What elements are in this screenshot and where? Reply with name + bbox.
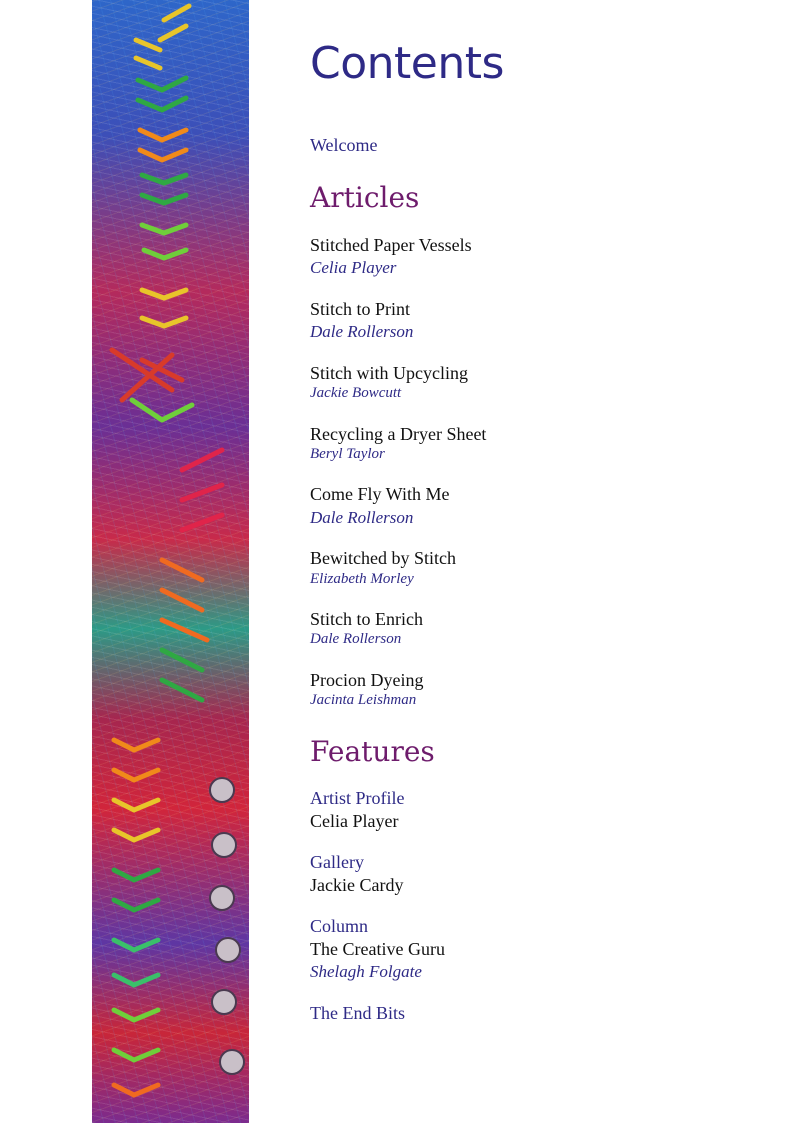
feature-name: Jackie Cardy [310,875,404,895]
article-author: Dale Rollerson [310,631,402,647]
feature-category-gallery[interactable]: Gallery [310,852,364,872]
article-author: Celia Player [310,258,397,277]
page-title: Contents [310,38,504,89]
article-title[interactable]: Recycling a Dryer Sheet [310,424,487,444]
welcome-link[interactable]: Welcome [310,135,378,155]
features-heading: Features [310,735,435,768]
article-author: Elizabeth Morley [310,571,414,587]
feature-name: Celia Player [310,811,399,831]
article-author: Dale Rollerson [310,322,414,341]
article-title[interactable]: Bewitched by Stitch [310,548,456,568]
article-author: Jacinta Leishman [310,692,417,708]
article-author: Dale Rollerson [310,508,414,527]
article-title[interactable]: Come Fly With Me [310,484,450,504]
article-title[interactable]: Stitched Paper Vessels [310,235,472,255]
article-title[interactable]: Stitch to Print [310,299,411,319]
textile-art-strip [92,0,249,1123]
article-title[interactable]: Procion Dyeing [310,670,424,690]
article-title[interactable]: Stitch to Enrich [310,609,423,629]
articles-heading: Articles [310,181,420,214]
feature-category-column[interactable]: Column [310,916,369,936]
feature-author: Shelagh Folgate [310,962,422,981]
article-title[interactable]: Stitch with Upcycling [310,363,468,383]
end-bits-link[interactable]: The End Bits [310,1003,405,1023]
feature-category-artist-profile[interactable]: Artist Profile [310,788,405,808]
article-author: Beryl Taylor [310,446,385,462]
feature-title: The Creative Guru [310,939,445,959]
article-author: Jackie Bowcutt [310,385,402,401]
embroidery-stitches [92,0,249,1123]
